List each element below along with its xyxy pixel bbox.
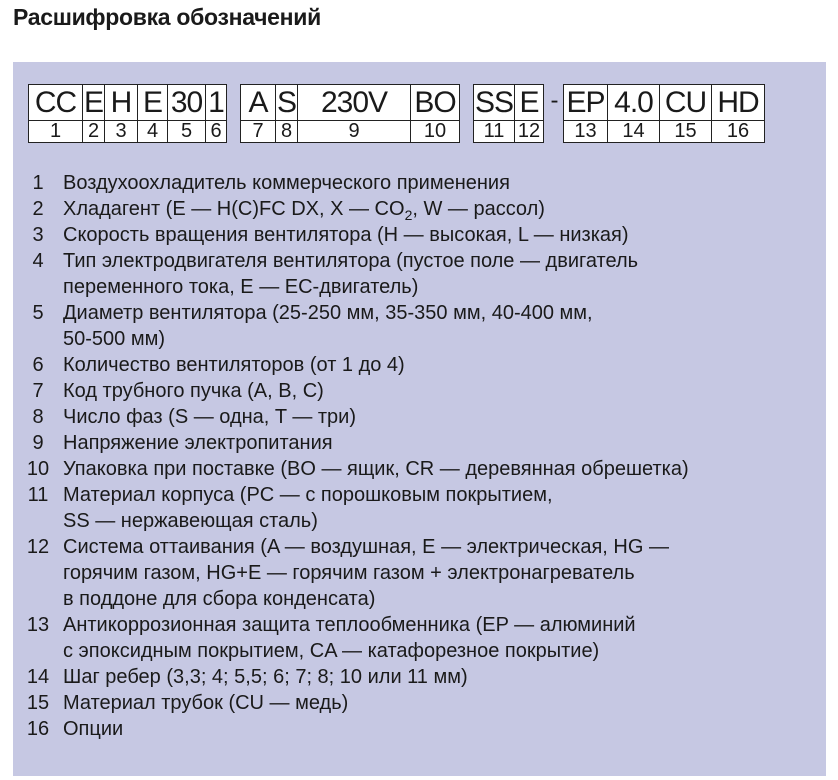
legend-item-number: 2 (32, 198, 44, 220)
legend-item-text (63, 196, 545, 222)
legend-item-number: 15 (26, 692, 50, 714)
legend-item (13, 716, 826, 742)
legend-item-number: 8 (32, 406, 44, 428)
code-separator-dash: - (550, 87, 559, 114)
legend-item (13, 300, 826, 352)
legend-item-line: SS — нержавеющая сталь) (63, 510, 318, 532)
code-box (275, 84, 297, 143)
legend-item (13, 378, 826, 404)
legend-item-line: с эпоксидным покрытием, CA — катафорезное покрытие) (63, 640, 600, 662)
legend-item-line: Диаметр вентилятора (25-250 мм, 35-350 мм, 40-400 мм, (63, 302, 593, 324)
legend-item (13, 430, 826, 456)
legend-item-line: Антикоррозионная защита теплообменника (EP — алюминий (63, 614, 636, 636)
legend-item-line: Шаг ребер (3,3; 4; 5,5; 6; 7; 8; 10 или 11 мм) (63, 666, 468, 688)
legend-list (13, 170, 826, 742)
legend-item-line: Опции (63, 718, 124, 740)
code-letters: E (515, 85, 543, 121)
page-title: Расшифровка обозначений (13, 4, 321, 30)
code-box (297, 84, 410, 143)
code-position-number: 6 (206, 121, 226, 142)
legend-item (13, 534, 826, 612)
legend-item (13, 196, 826, 222)
legend-text-part: Хладагент (E — H(C)FC DX, X — CO (63, 198, 405, 220)
subscript-text: 2 (404, 207, 413, 223)
legend-item-line: Воздухоохладитель коммерческого применения (63, 172, 510, 194)
code-box (563, 84, 607, 143)
designation-code-bar (28, 84, 765, 143)
legend-item (13, 222, 826, 248)
legend-item-text (63, 482, 553, 534)
legend-item-text (63, 378, 324, 404)
legend-item-number: 12 (26, 536, 50, 558)
code-position-number: 13 (564, 121, 607, 142)
code-box (28, 84, 82, 143)
legend-item-text (63, 430, 333, 456)
legend-item (13, 690, 826, 716)
legend-item-number: 3 (32, 224, 44, 246)
code-box (104, 84, 137, 143)
code-box (137, 84, 167, 143)
legend-item (13, 664, 826, 690)
code-group (473, 84, 544, 143)
legend-item-text (63, 248, 638, 300)
code-group (563, 84, 765, 143)
code-letters: 4.0 (608, 85, 659, 121)
code-letters: 1 (206, 85, 226, 121)
legend-item-text (63, 690, 348, 716)
legend-item-line: 50-500 мм) (63, 328, 165, 350)
code-position-number: 10 (411, 121, 459, 142)
legend-item-line: переменного тока, E — EC-двигатель) (63, 276, 419, 298)
legend-item-number: 13 (26, 614, 50, 636)
legend-item-number: 4 (32, 250, 44, 272)
legend-item (13, 482, 826, 534)
legend-item-line: Упаковка при поставке (BO — ящик, CR — деревянная обрешетка) (63, 458, 689, 480)
legend-item-number: 11 (27, 484, 49, 506)
code-position-number: 3 (105, 121, 137, 142)
legend-item-line: Тип электродвигателя вентилятора (пустое поле — двигатель (63, 250, 639, 272)
code-letters: EP (564, 85, 607, 121)
code-position-number: 12 (515, 121, 543, 142)
legend-text-part: , W — рассол) (412, 198, 545, 220)
legend-item-text (63, 664, 468, 690)
code-letters: 230V (298, 85, 410, 121)
code-letters: SS (474, 86, 514, 119)
code-box (240, 84, 275, 143)
legend-item-text (63, 534, 669, 612)
code-position-number: 14 (608, 121, 659, 142)
legend-item (13, 404, 826, 430)
legend-item (13, 170, 826, 196)
code-letters: H (105, 85, 137, 121)
code-box (473, 84, 514, 143)
legend-item-number: 5 (32, 302, 44, 324)
legend-item (13, 612, 826, 664)
code-position-number: 1 (29, 121, 82, 142)
code-position-number: 4 (138, 121, 167, 142)
legend-item-line: в поддоне для сбора конденсата) (63, 588, 376, 610)
code-box (167, 84, 205, 143)
legend-item (13, 456, 826, 482)
code-group (240, 84, 460, 143)
code-letters: S (276, 86, 296, 119)
legend-item (13, 248, 826, 300)
legend-item-line: Количество вентиляторов (от 1 до 4) (63, 354, 405, 376)
code-box (607, 84, 659, 143)
legend-item (13, 352, 826, 378)
code-letters: E (138, 85, 167, 121)
code-position-number: 11 (474, 121, 514, 142)
legend-item-line: Скорость вращения вентилятора (H — высокая, L — низкая) (63, 224, 629, 246)
code-position-number: 15 (660, 121, 711, 142)
code-box (82, 84, 104, 143)
legend-item-text (63, 456, 689, 482)
legend-item-line: Материал корпуса (PC — с порошковым покрытием, (63, 484, 553, 506)
legend-item-text (63, 612, 636, 664)
legend-item-number: 9 (32, 432, 44, 454)
legend-item-number: 16 (26, 718, 50, 740)
code-box (711, 84, 765, 143)
legend-item-line: Напряжение электропитания (63, 432, 333, 454)
code-letters: A (241, 85, 275, 121)
code-position-number: 7 (241, 121, 275, 142)
legend-item-text (63, 716, 123, 742)
code-letters: CC (29, 85, 82, 121)
code-box (659, 84, 711, 143)
code-letters: HD (712, 85, 764, 121)
legend-item-number: 10 (26, 458, 50, 480)
legend-item-number: 1 (32, 172, 44, 194)
code-box (410, 84, 460, 143)
legend-item-line (63, 196, 545, 222)
legend-item-text (63, 300, 593, 352)
code-letters: 30 (168, 85, 205, 121)
code-letters: BO (411, 85, 459, 121)
legend-item-line: Число фаз (S — одна, T — три) (63, 406, 356, 428)
legend-item-line: Материал трубок (CU — медь) (63, 692, 349, 714)
legend-item-line: горячим газом, HG+E — горячим газом + электронагреватель (63, 562, 635, 584)
code-box (514, 84, 544, 143)
code-box (205, 84, 227, 143)
code-position-number: 5 (168, 121, 205, 142)
code-position-number: 16 (712, 121, 764, 142)
code-group (28, 84, 227, 143)
legend-item-line: Код трубного пучка (A, B, C) (63, 380, 324, 402)
legend-item-number: 14 (26, 666, 50, 688)
code-letters: CU (660, 85, 711, 121)
legend-item-text (63, 222, 629, 248)
code-letters: E (83, 86, 103, 119)
code-position-number: 9 (298, 121, 410, 142)
legend-panel (13, 62, 826, 776)
legend-item-text (63, 352, 405, 378)
legend-item-text (63, 170, 510, 196)
legend-item-line: Система оттаивания (A — воздушная, E — электрическая, HG — (63, 536, 669, 558)
legend-item-text (63, 404, 356, 430)
legend-item-number: 7 (32, 380, 44, 402)
code-position-number: 2 (83, 121, 104, 142)
code-position-number: 8 (276, 121, 297, 142)
legend-item-number: 6 (32, 354, 44, 376)
